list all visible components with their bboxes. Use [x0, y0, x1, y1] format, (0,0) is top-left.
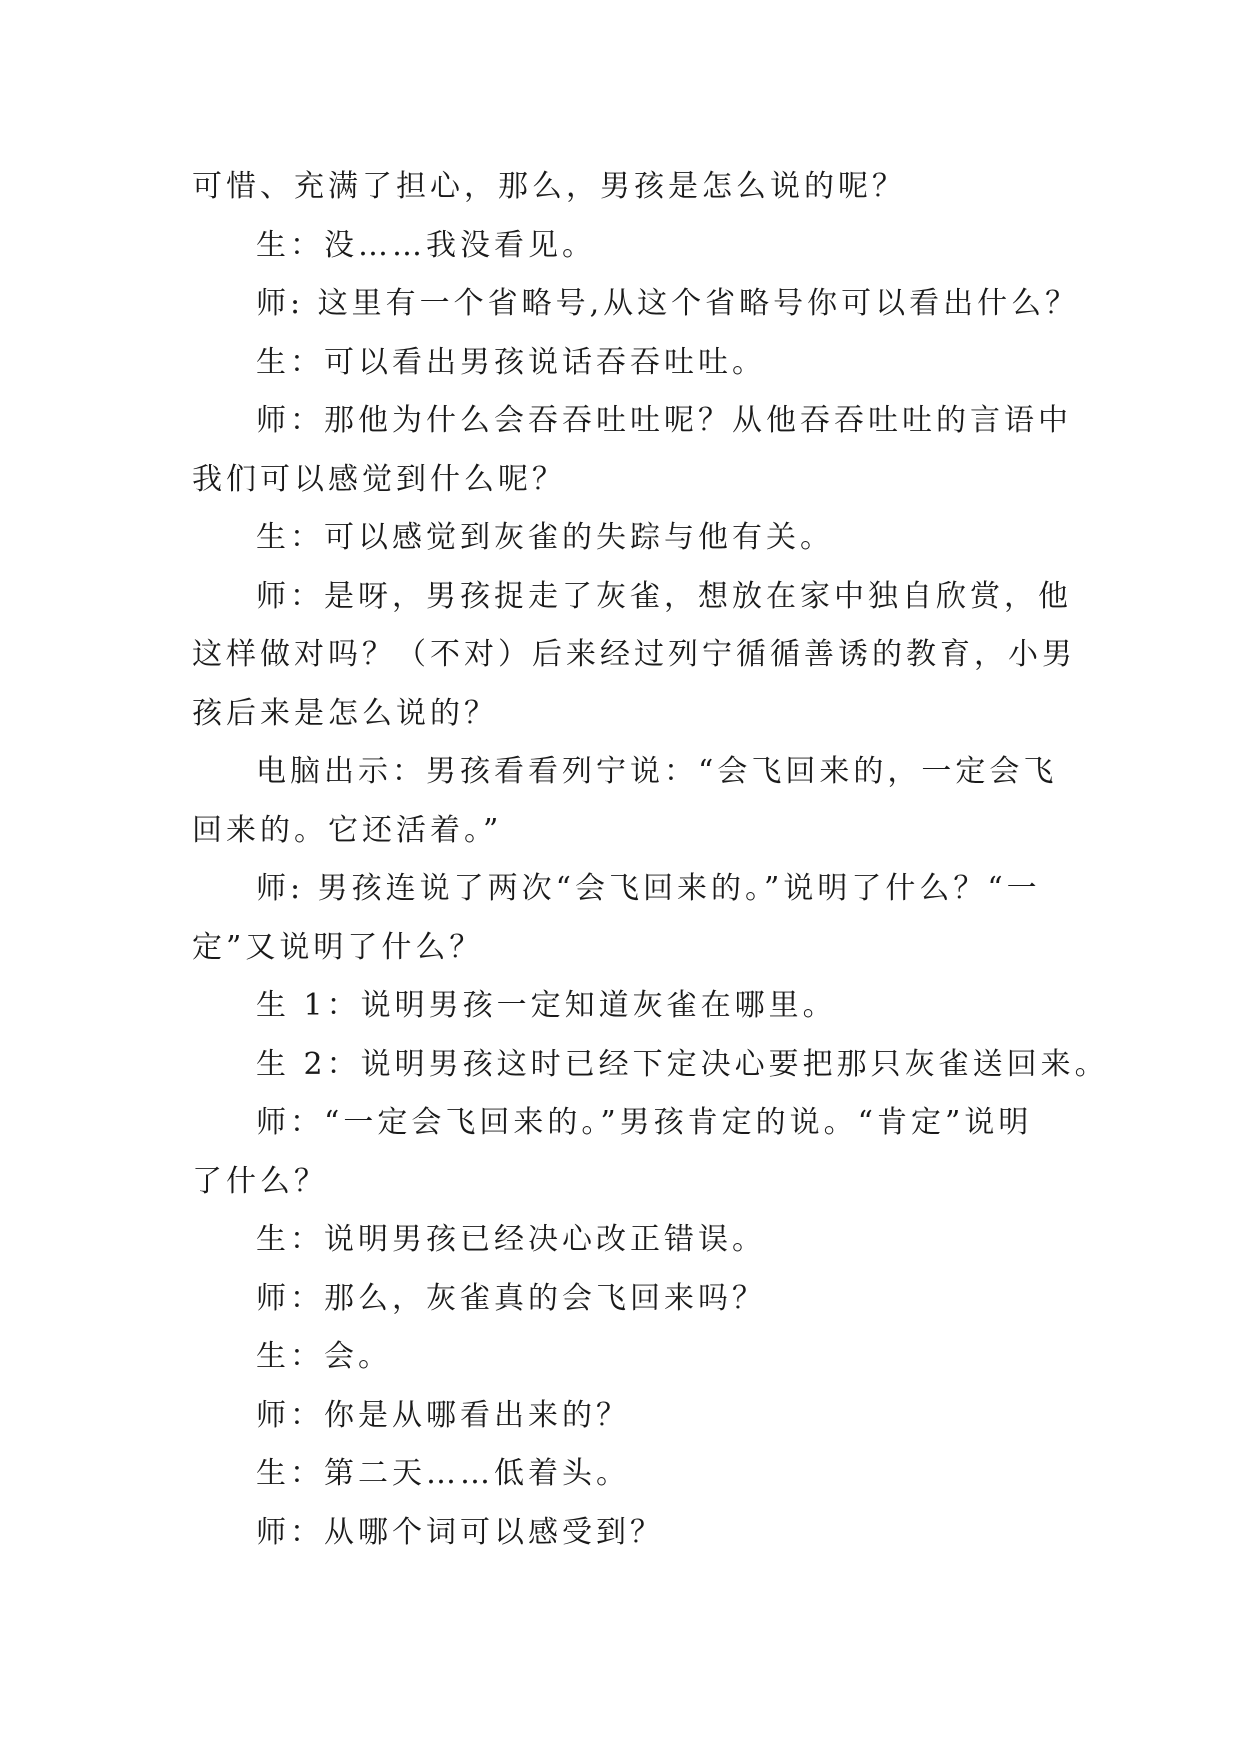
paragraph-line: 生：可以看出男孩说话吞吞吐吐。 — [256, 344, 766, 380]
paragraph-line: 师：“一定会飞回来的。”男孩肯定的说。“肯定”说明 — [256, 1105, 1033, 1140]
paragraph-line: 师：从哪个词可以感受到？ — [256, 1514, 664, 1550]
paragraph-line: 师：那他为什么会吞吞吐吐呢？从他吞吞吐吐的言语中 — [256, 403, 1072, 438]
paragraph-line: 师: 这里有一个省略号,从这个省略号你可以看出什么？ — [256, 286, 1080, 321]
paragraph-line: 生：没……我没看见。 — [256, 227, 596, 263]
paragraph-line: 这样做对吗？（不对）后来经过列宁循循善诱的教育，小男 — [192, 637, 1076, 672]
paragraph-line: 师：你是从哪看出来的？ — [256, 1397, 630, 1433]
paragraph-line: 生 2：说明男孩这时已经下定决心要把那只灰雀送回来。 — [256, 1046, 1109, 1082]
paragraph-line: 生：可以感觉到灰雀的失踪与他有关。 — [256, 520, 834, 555]
paragraph-line: 孩后来是怎么说的？ — [192, 695, 498, 731]
paragraph-line: 可惜、充满了担心，那么，男孩是怎么说的呢？ — [192, 169, 906, 204]
document-body — [192, 158, 1109, 1562]
paragraph-line: 师: 男孩连说了两次“会飞回来的。”说明了什么？“一 — [256, 871, 1041, 906]
paragraph-line: 了什么？ — [192, 1163, 328, 1199]
paragraph-line: 生：会。 — [256, 1339, 392, 1374]
paragraph-line: 电脑出示：男孩看看列宁说：“会飞回来的，一定会飞 — [256, 754, 1058, 789]
paragraph-line: 我们可以感觉到什么呢？ — [192, 461, 566, 497]
paragraph-line: 生 1：说明男孩一定知道灰雀在哪里。 — [256, 988, 837, 1023]
paragraph-line: 师：那么，灰雀真的会飞回来吗？ — [256, 1280, 766, 1316]
paragraph-line: 定”又说明了什么？ — [192, 929, 484, 965]
paragraph-line: 生：说明男孩已经决心改正错误。 — [256, 1222, 766, 1257]
paragraph-line: 师：是呀，男孩捉走了灰雀，想放在家中独自欣赏，他 — [256, 578, 1072, 614]
paragraph-line: 回来的。它还活着。” — [192, 812, 503, 848]
paragraph-line: 生：第二天……低着头。 — [256, 1456, 630, 1491]
